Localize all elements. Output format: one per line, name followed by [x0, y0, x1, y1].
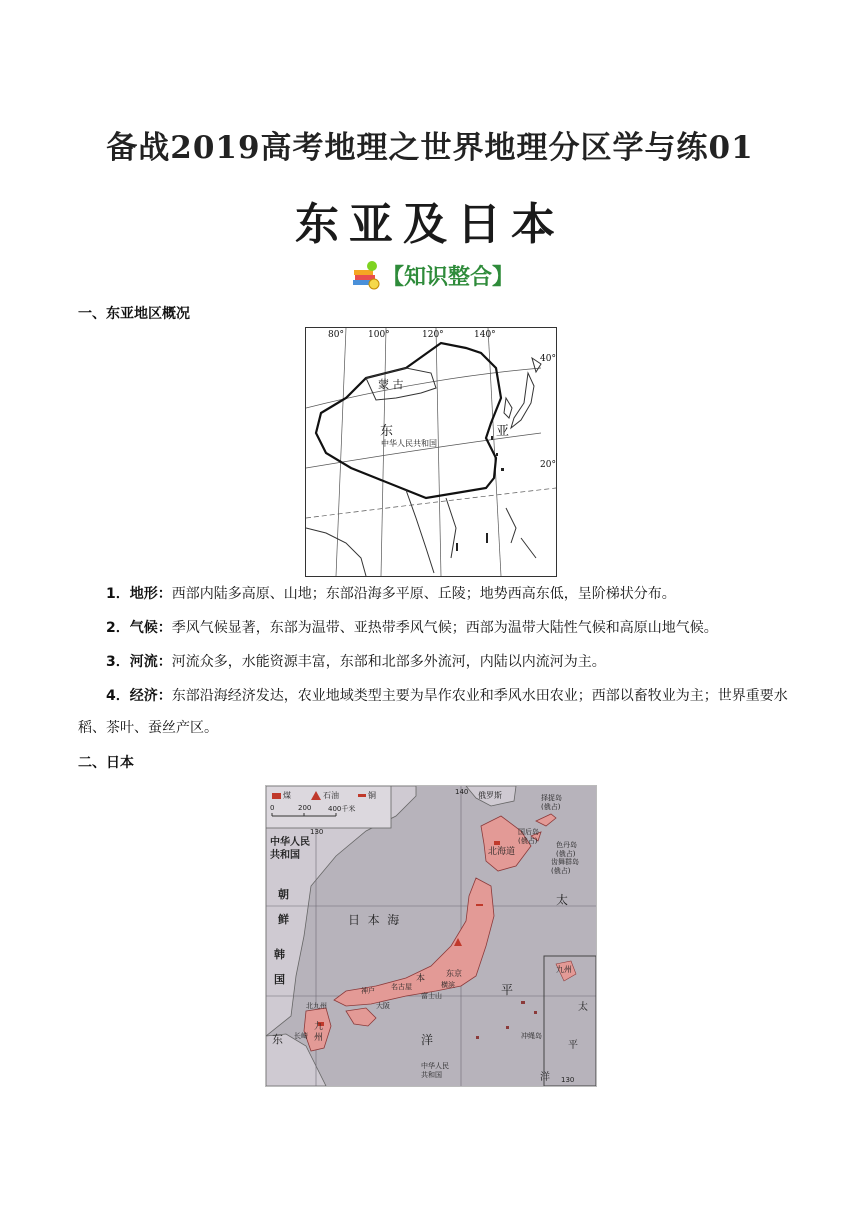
item-rivers-num: 3．	[106, 654, 130, 670]
item-rivers	[78, 646, 788, 678]
item-economy-key: 经济：	[129, 688, 172, 704]
item-economy	[78, 680, 788, 744]
doc-subtitle: 东亚及日本	[295, 199, 565, 250]
scale-400: 400千米	[328, 805, 356, 813]
books-icon	[350, 260, 380, 290]
item-rivers-key: 河流：	[129, 654, 172, 670]
label-east: 东	[380, 424, 394, 439]
label-honshu: 本	[416, 974, 426, 984]
label-pacific-t: 太	[556, 893, 569, 907]
item-terrain-text: 西部内陆多高原、山地；东部沿海多平原、丘陵；地势西高东低，呈阶梯状分布。	[171, 586, 676, 602]
label-pacific-p: 平	[501, 983, 514, 997]
label-prc-bottom: 中华人民 共和国	[421, 1062, 449, 1079]
label-prc: 中华人民 共和国	[270, 837, 310, 861]
label-sea-of-japan: 日 本 海	[348, 913, 400, 927]
lat-label-20: 20°	[540, 460, 556, 470]
label-korea-n: 朝	[278, 888, 289, 901]
lon-130-bottom: 130	[561, 1076, 575, 1084]
label-inset-tai: 太	[578, 1002, 588, 1013]
badge-label: 【知识整合】	[382, 264, 515, 290]
label-inset-ping: 平	[568, 1040, 578, 1051]
label-kuril-1: 择捉岛 (俄占)	[541, 794, 562, 811]
label-pacific-y: 洋	[421, 1033, 434, 1047]
label-korea-n2: 鲜	[278, 913, 289, 926]
item-economy-text: 东部沿海经济发达，农业地域类型主要为旱作农业和季风水田农业；西部以畜牧业为主；世界重要水稻、茶叶、蚕丝产区。	[78, 688, 788, 736]
item-climate-num: 2．	[106, 620, 130, 636]
item-climate-key: 气候：	[129, 620, 172, 636]
legend-copper: 铜	[368, 791, 376, 800]
label-kitakyushu: 北九州	[306, 1002, 327, 1010]
item-economy-num: 4．	[106, 688, 130, 704]
lon-140-top: 140	[455, 788, 469, 796]
label-kobe: 神户	[361, 987, 375, 995]
label-kuril-2: 国后岛 (俄占)	[518, 828, 539, 845]
section-heading-east-asia: 一、东亚地区概况	[78, 306, 190, 322]
label-kuril-4: 齿舞群岛 (俄占)	[551, 858, 579, 875]
label-inset-kyushu: 九州	[556, 965, 572, 974]
label-kyushu: 九 州	[314, 1022, 324, 1043]
lon-label-100: 100°	[368, 330, 390, 340]
legend-coal: 煤	[283, 791, 291, 800]
scale-0: 0	[270, 804, 275, 812]
label-yokohama: 横滨	[441, 981, 455, 989]
japan-map	[265, 785, 597, 1087]
lon-label-120: 120°	[422, 330, 444, 340]
lon-label-140: 140°	[474, 330, 496, 340]
item-terrain-num: 1．	[106, 586, 130, 602]
label-asia: 亚	[496, 424, 510, 439]
label-fuji: 富士山	[421, 992, 442, 1000]
label-east-sea: 东	[272, 1033, 283, 1046]
knowledge-badge	[350, 258, 514, 292]
section-heading-japan: 二、日本	[78, 755, 134, 771]
item-rivers-text: 河流众多，水能资源丰富，东部和北部多外流河，内陆以内流河为主。	[171, 654, 606, 670]
label-kuril-3: 色丹岛 (俄占)	[556, 841, 577, 858]
item-terrain	[78, 578, 788, 610]
label-okinawa: 冲绳岛	[521, 1032, 542, 1040]
item-terrain-key: 地形：	[129, 586, 172, 602]
label-nagasaki: 长崎	[294, 1032, 308, 1040]
label-korea-s2: 国	[274, 973, 285, 986]
east-asia-map	[305, 327, 557, 577]
label-osaka: 大阪	[376, 1002, 390, 1010]
lon-label-80: 80°	[328, 330, 344, 340]
label-inset-yang: 洋	[540, 1072, 550, 1083]
label-china: 中华人民共和国	[381, 439, 437, 448]
label-tokyo: 东京	[446, 969, 462, 978]
label-mongolia: 蒙 古	[378, 378, 404, 391]
label-korea-s: 韩	[274, 948, 285, 961]
label-nagoya: 名古屋	[391, 983, 412, 991]
item-climate	[78, 612, 788, 644]
lon-130-top: 130	[310, 828, 324, 836]
label-hokkaido: 北海道	[488, 847, 516, 857]
item-climate-text: 季风气候显著，东部为温带、亚热带季风气候；西部为温带大陆性气候和高原山地气候。	[171, 620, 718, 636]
scale-200: 200	[298, 804, 312, 812]
label-russia: 俄罗斯	[478, 791, 502, 800]
legend-oil: 石油	[323, 791, 339, 800]
doc-title: 备战2019高考地理之世界地理分区学与练01	[106, 130, 754, 166]
lat-label-40: 40°	[540, 354, 556, 364]
